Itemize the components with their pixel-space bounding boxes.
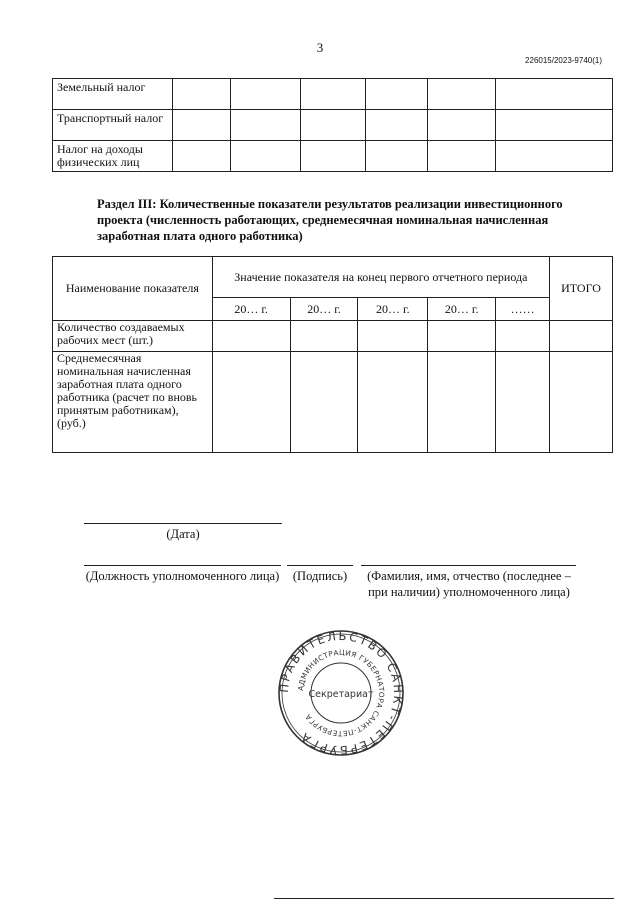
- document-id: 226015/2023-9740(1): [525, 56, 602, 65]
- table-row: [53, 79, 613, 110]
- position-label: (Должность уполномоченного лица): [85, 569, 280, 583]
- col-value-header: Значение показателя на конец первого отчетного периода: [212, 257, 549, 298]
- signature-line: [287, 565, 353, 566]
- date-line: [84, 523, 282, 524]
- year-header: 20… г.: [212, 298, 290, 321]
- bottom-rule: [274, 898, 614, 899]
- indicator-label: Количество создаваемых рабочих мест (шт.): [53, 321, 213, 352]
- stamp-inner-text: АДМИНИСТРАЦИЯ ГУБЕРНАТОРА САНКТ-ПЕТЕРБУРГА: [296, 647, 387, 739]
- official-stamp: [276, 628, 406, 758]
- year-header: 20… г.: [290, 298, 358, 321]
- name-line: [361, 565, 576, 566]
- tax-row-label: Налог на доходы физических лиц: [53, 141, 173, 172]
- date-label: (Дата): [166, 527, 200, 541]
- year-header: 20… г.: [358, 298, 428, 321]
- table-row: [53, 110, 613, 141]
- col-name-header: Наименование показателя: [53, 257, 213, 321]
- stamp-outer-text: ПРАВИТЕЛЬСТВО САНКТ-ПЕТЕРБУРГА: [276, 628, 406, 758]
- page-number: 3: [316, 40, 324, 55]
- position-line: [84, 565, 281, 566]
- year-header: ……: [496, 298, 550, 321]
- section-title: Раздел III: Количественные показатели результатов реализации инвестиционного проекта (численность работающих, среднемесячная номинальная начисленная заработная плата одного работника): [97, 197, 563, 243]
- table-row: [53, 141, 613, 172]
- tax-row-label: Земельный налог: [53, 79, 173, 110]
- table-row: [53, 352, 613, 453]
- name-label: (Фамилия, имя, отчество (последнее – при наличии) уполномоченного лица): [367, 569, 571, 599]
- indicator-label: Среднемесячная номинальная начисленная заработная плата одного работника (расчет по вновь принятым работникам), (руб.): [53, 352, 213, 453]
- stamp-center-text: Секретариат: [308, 689, 374, 700]
- tax-table: [52, 78, 613, 172]
- year-header: 20… г.: [428, 298, 496, 321]
- col-total-header: ИТОГО: [550, 257, 613, 321]
- table-row: [53, 321, 613, 352]
- table-header-row: [53, 257, 613, 298]
- tax-row-label: Транспортный налог: [53, 110, 173, 141]
- indicators-table: [52, 256, 613, 453]
- signature-label: (Подпись): [292, 569, 348, 583]
